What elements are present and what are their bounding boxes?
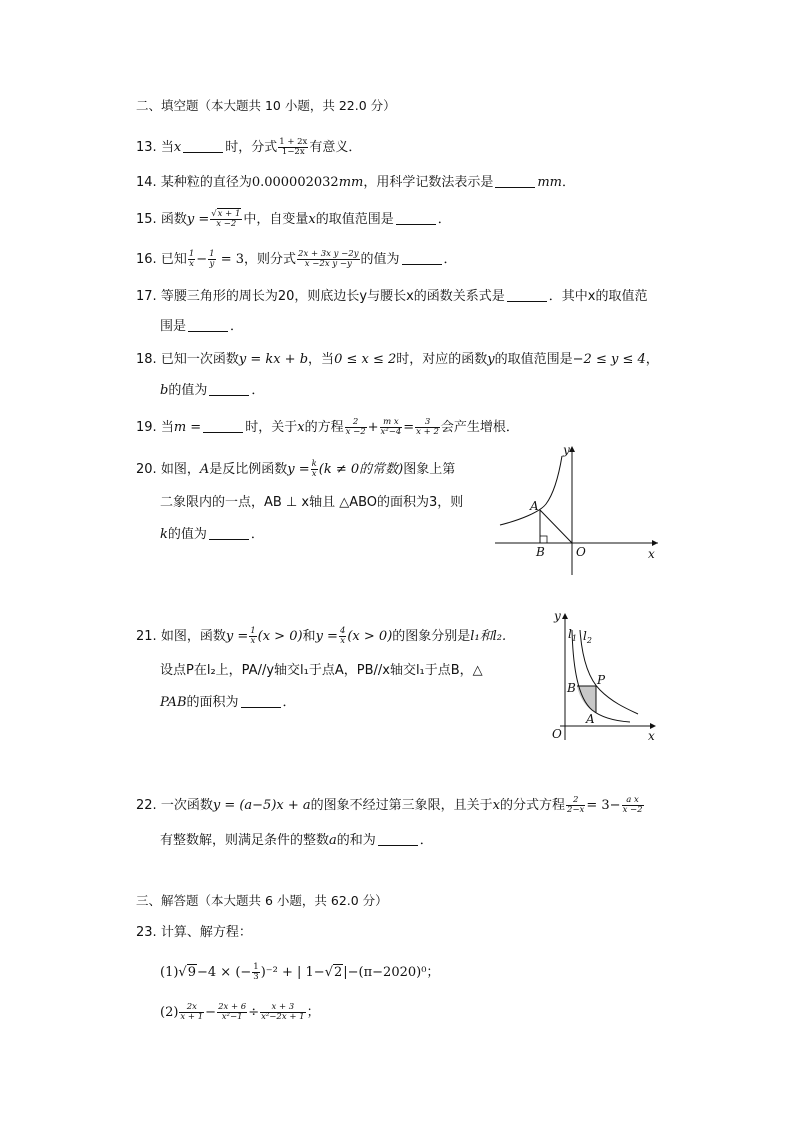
label-x: x	[648, 547, 655, 561]
question-number: 22.	[136, 797, 157, 813]
math: y =	[315, 628, 338, 644]
sqrt: √9	[178, 964, 196, 980]
text: 有整数解，则满足条件的整数	[160, 833, 330, 848]
text: 的图象不经过第三象限，且关于	[310, 797, 493, 813]
fraction: $\frac{k}{x}$	[311, 459, 317, 479]
variable: x	[492, 797, 501, 813]
question-18	[136, 353, 659, 366]
label-y: y	[563, 443, 570, 457]
text: 的取值范围是	[315, 211, 394, 227]
text: 已知	[160, 251, 187, 267]
math: = 3−	[586, 797, 621, 813]
text: ．	[562, 175, 576, 190]
question-13	[136, 138, 361, 157]
question-23-part-1	[160, 963, 439, 982]
figure-q20	[490, 440, 670, 580]
math: = 3，	[216, 251, 258, 267]
answer-blank[interactable]	[241, 706, 281, 708]
math: |−(π−2020)⁰；	[343, 964, 440, 980]
variable: x	[297, 419, 305, 435]
math: y = (a−5)x + a	[212, 797, 311, 813]
text: 一次函数	[160, 797, 213, 813]
question-21	[136, 627, 506, 646]
x-axis-arrow	[652, 540, 658, 546]
text: ．	[443, 251, 457, 267]
text: 某种粒的直径为	[160, 175, 252, 190]
fraction: $\frac{1}{y}$	[209, 249, 215, 269]
text: 时，关于	[245, 419, 298, 435]
math: y =	[287, 461, 310, 477]
text: 已知一次函数	[160, 352, 239, 367]
value: 0.000002032	[251, 175, 339, 190]
math: ；	[306, 1004, 320, 1020]
question-20-line-3	[160, 528, 264, 541]
section-title: 三、解答题（本大题共 6 小题，共 62.0 分）	[136, 893, 388, 908]
text: ．	[230, 319, 244, 334]
text: 的和为	[336, 833, 376, 848]
question-number: 20.	[136, 461, 157, 477]
label-x: x	[648, 729, 655, 743]
math: ÷	[248, 1004, 260, 1020]
text: 的方程	[304, 419, 344, 435]
variable: k	[160, 527, 168, 542]
fraction: $\frac{2x + 6}{\text{x²−1}}$	[218, 1002, 247, 1022]
text: 如图，	[160, 461, 200, 477]
question-15	[136, 210, 451, 229]
math: (x > 0)	[347, 628, 393, 644]
text: 的值为	[360, 251, 400, 267]
label-a: A	[530, 499, 539, 513]
math: (k ≠ 0的常数)	[318, 461, 404, 477]
y-axis-arrow	[569, 446, 575, 452]
question-21-line-2: 设点P在l₂上，PA//y轴交l₁于点A，PB//x轴交l₁于点B，△	[160, 663, 483, 678]
text: ．	[250, 527, 264, 542]
fraction: $\frac{1}{x}$	[250, 626, 256, 646]
question-20-line-2: 二象限内的一点，AB ⊥ x轴且 △ABO的面积为3，则	[160, 495, 464, 510]
question-number: 17.	[136, 289, 157, 304]
math: −4 × (−	[197, 964, 252, 980]
fraction: $\frac{\text{m x}}{\text{x²−4}}$	[380, 417, 402, 437]
text: 和	[302, 628, 316, 644]
math: y = kx + b	[238, 352, 309, 367]
question-number: 13.	[136, 139, 157, 155]
math: −2 ≤ y ≤ 4	[572, 352, 646, 367]
math: −	[196, 251, 208, 267]
label-b: B	[536, 545, 545, 559]
fraction: $\frac{x + 3}{\text{x²−2x + 1}}$	[261, 1002, 305, 1022]
fraction: $\frac{4}{x}$	[339, 626, 346, 646]
label-b: B	[567, 681, 576, 695]
question-number: 16.	[136, 251, 157, 267]
question-19	[136, 418, 519, 437]
text: 计算、解方程：	[160, 925, 252, 940]
sqrt: √2	[324, 964, 343, 980]
fraction: $\frac{1}{x}$	[188, 249, 195, 269]
math: y =	[225, 628, 249, 644]
answer-blank[interactable]	[378, 844, 418, 846]
text: 的分式方程	[500, 797, 566, 813]
variable: a	[329, 833, 337, 848]
text: 围是	[160, 319, 187, 334]
text: ．	[437, 211, 451, 227]
y-axis-arrow	[562, 613, 568, 619]
question-23-part-2	[160, 1003, 320, 1022]
math: (x > 0)	[257, 628, 303, 644]
text: 的值为	[168, 383, 208, 398]
fraction: $\frac{3}{x + 2}$	[416, 417, 439, 437]
text: 的取值范围是	[494, 352, 573, 367]
text: 如图，函数	[160, 628, 226, 644]
label-p: P	[597, 673, 606, 687]
text: 是反比例函数	[209, 461, 288, 477]
fraction: $\frac{\text{a x}}{x -2}$	[622, 795, 643, 815]
question-number: 15.	[136, 211, 157, 227]
fraction: $\frac{2}{x -2}$	[345, 417, 366, 437]
label-o: O	[552, 727, 562, 741]
math: +	[367, 419, 379, 435]
text: ．其中x的取值范	[548, 289, 648, 304]
question-18-line-2	[160, 384, 264, 397]
label-y: y	[554, 609, 561, 623]
label-o: O	[576, 545, 586, 559]
text: 则分式	[257, 251, 297, 267]
answer-blank[interactable]	[495, 186, 535, 188]
section-title: 二、填空题（本大题共 10 小题，共 22.0 分）	[136, 98, 396, 113]
answer-blank[interactable]	[507, 300, 547, 302]
text: 的图象分别是	[392, 628, 471, 644]
text: 图象上第	[403, 461, 456, 477]
fraction: $\frac{1 + 2x}{1-2x}$	[279, 137, 308, 157]
math: y =	[186, 211, 210, 227]
math: m =	[173, 419, 202, 435]
question-number: 19.	[136, 419, 157, 435]
fraction: $\frac{\text{2x + 3x y −2y}}{\text{x −2x y −y}}$	[298, 249, 359, 269]
text: 当	[160, 139, 174, 155]
figure-q21	[540, 608, 665, 748]
question-20	[136, 460, 455, 479]
text: 时，分式	[225, 139, 278, 155]
math: )⁻² + | 1−	[260, 964, 325, 980]
text: 时，对应的函数	[396, 352, 488, 367]
fraction: $\frac{2x}{x + 1}$	[180, 1002, 204, 1022]
math: PAB	[160, 695, 187, 710]
hyperbola-curve	[500, 456, 562, 525]
question-number: 21.	[136, 628, 157, 644]
part-label: (1)	[160, 964, 179, 980]
label-a: A	[586, 712, 595, 726]
text: 的值为	[167, 527, 207, 542]
math: −	[205, 1004, 217, 1020]
answer-blank[interactable]	[183, 151, 223, 153]
question-number: 23.	[136, 925, 157, 940]
unit: mm	[338, 175, 364, 190]
variable: y	[487, 352, 495, 367]
question-21-line-3	[160, 696, 296, 709]
label-l1: $l_1$	[568, 627, 577, 643]
answer-blank[interactable]	[209, 538, 249, 540]
text: ．	[251, 383, 265, 398]
answer-blank[interactable]	[402, 263, 442, 265]
text: 有意义．	[309, 139, 362, 155]
question-22-line-2	[160, 834, 433, 847]
answer-blank[interactable]	[188, 330, 228, 332]
text: 中，自变量	[243, 211, 309, 227]
text: 的面积为	[186, 695, 239, 710]
question-17	[136, 290, 647, 303]
variable: A	[199, 461, 210, 477]
text: ，	[645, 352, 659, 367]
text: 当	[160, 419, 174, 435]
text: ，当	[308, 352, 335, 367]
variable: x	[308, 211, 316, 227]
text: 等腰三角形的周长为20，则底边长y与腰长x的函数关系式是	[160, 289, 505, 304]
math: l₁和l₂.	[470, 628, 507, 644]
answer-blank[interactable]	[396, 223, 436, 225]
answer-blank[interactable]	[209, 394, 249, 396]
label-l2: $l_2$	[583, 629, 592, 645]
question-23	[136, 926, 252, 939]
question-14	[136, 176, 575, 189]
variable: b	[160, 383, 169, 398]
fraction: $\frac{2}{2-x}$	[567, 795, 585, 815]
question-17-line-2	[160, 320, 243, 333]
segment-ao	[540, 510, 572, 543]
text: ，用科学记数法表示是	[363, 175, 494, 190]
question-number: 14.	[136, 175, 157, 190]
question-number: 18.	[136, 352, 157, 367]
fraction: $\frac{1}{3}$	[253, 962, 259, 982]
unit: mm	[537, 175, 563, 190]
text: 函数	[160, 211, 187, 227]
question-16	[136, 250, 457, 269]
question-22	[136, 796, 645, 815]
text: 会产生增根．	[440, 419, 519, 435]
fraction: $\frac{√x + 1}{x -2}$	[211, 209, 241, 229]
right-angle-mark	[540, 536, 547, 543]
math: =	[403, 419, 415, 435]
text: ．	[282, 695, 296, 710]
math: 0 ≤ x ≤ 2	[334, 352, 397, 367]
answer-blank[interactable]	[203, 431, 243, 433]
variable: x	[173, 139, 182, 155]
text: ．	[419, 833, 433, 848]
part-label: (2)	[160, 1004, 179, 1020]
